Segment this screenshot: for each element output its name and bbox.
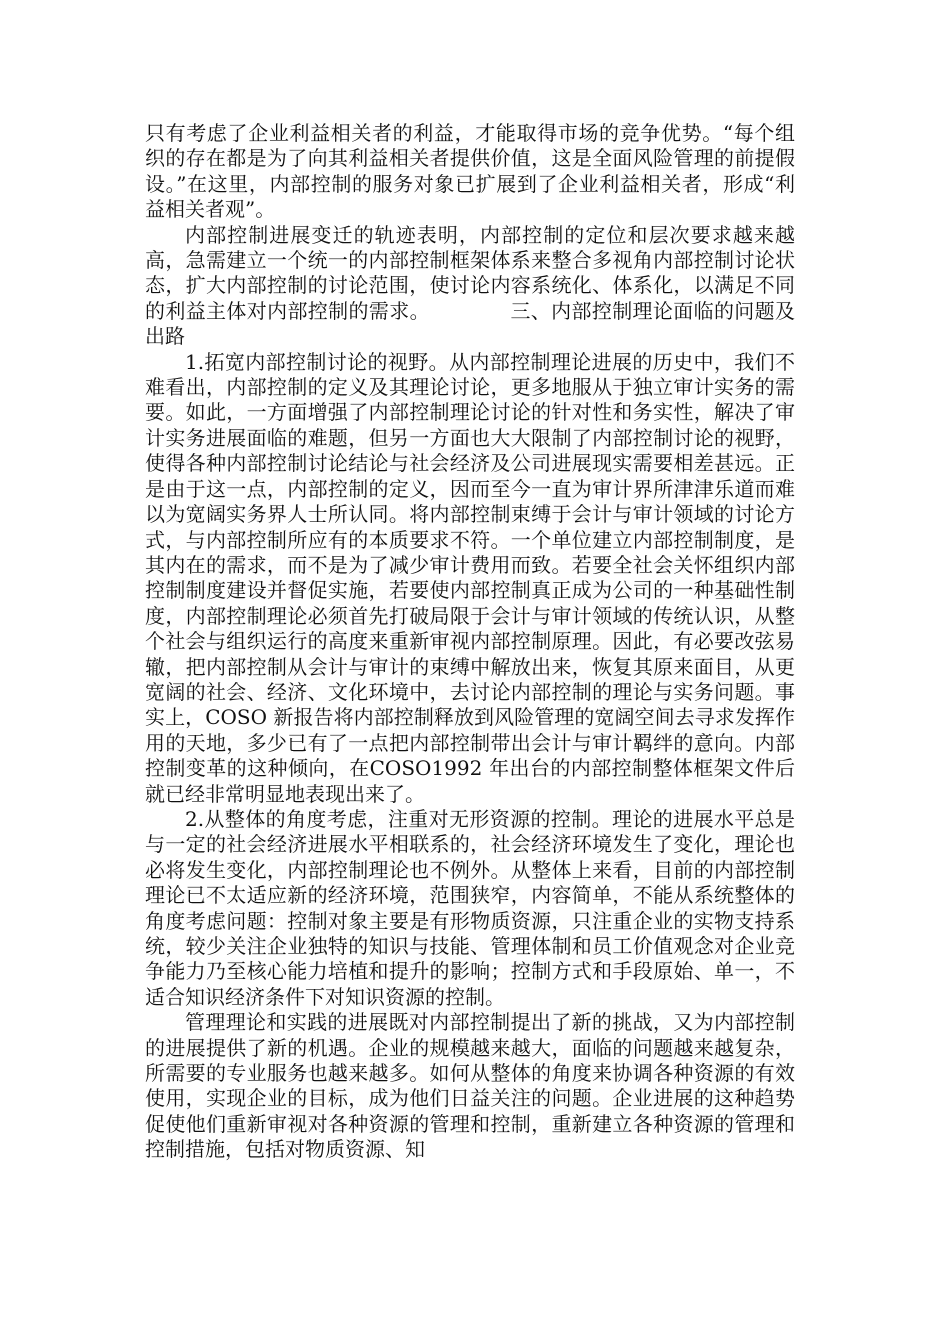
section-heading: 三、内部控制理论面临的问题及出路 bbox=[145, 298, 796, 349]
paragraph-evolution-text: 内部控制进展变迁的轨迹表明，内部控制的定位和层次要求越来越高，急需建立一个统一的内部控制框架体系来整合多视角内部控制讨论状态，扩大内部控制的讨论范围，使讨论内容系统化、体系化，以满足不同的利益主体对内部控制的需求。 bbox=[145, 222, 795, 323]
paragraph-management-theory: 管理理论和实践的进展既对内部控制提出了新的挑战，又为内部控制的进展提供了新的机遇。企业的规模越来越大，面临的问题越来越复杂，所需要的专业服务也越来越多。如何从整体的角度来协调各种资源的有效使用，实现企业的目标，成为他们日益关注的问题。企业进展的这种趋势促使他们重新审视对各种资源的管理和控制，重新建立各种资源的管理和控制措施，包括对物质资源、知 bbox=[145, 1010, 795, 1162]
paragraph-stakeholders: 只有考虑了企业利益相关者的利益，才能取得市场的竞争优势。“每个组织的存在都是为了向其利益相关者提供价值，这是全面风险管理的前提假设。”在这里，内部控制的服务对象已扩展到了企业利益相关者，形成“利益相关者观”。 bbox=[145, 121, 795, 222]
paragraph-point-2: 2.从整体的角度考虑，注重对无形资源的控制。理论的进展水平总是与一定的社会经济进展水平相联系的，社会经济环境发生了变化，理论也必将发生变化，内部控制理论也不例外。从整体上来看，目前的内部控制理论已不太适应新的经济环境，范围狭窄，内容简单，不能从系统整体的角度考虑问题：控制对象主要是有形物质资源，只注重企业的实物支持系统，较少关注企业独特的知识与技能、管理体制和员工价值观念对企业竞争能力乃至核心能力培植和提升的影响；控制方式和手段原始、单一，不适合知识经济条件下对知识资源的控制。 bbox=[145, 806, 795, 1009]
document-page bbox=[145, 121, 795, 1163]
paragraph-evolution bbox=[145, 223, 795, 350]
paragraph-point-1: 1.拓宽内部控制讨论的视野。从内部控制理论进展的历史中，我们不难看出，内部控制的定义及其理论讨论，更多地服从于独立审计实务的需要。如此，一方面增强了内部控制理论讨论的针对性和务实性，解决了审计实务进展面临的难题，但另一方面也大大限制了内部控制讨论的视野，使得各种内部控制讨论结论与社会经济及公司进展现实需要相差甚远。正是由于这一点，内部控制的定义，因而至今一直为审计界所津津乐道而难以为宽阔实务界人士所认同。将内部控制束缚于会计与审计领域的讨论方式，与内部控制所应有的本质要求不符。一个单位建立内部控制制度，是其内在的需求，而不是为了减少审计费用而致。若要全社会关怀组织内部控制制度建设并督促实施，若要使内部控制真正成为公司的一种基础性制度，内部控制理论必须首先打破局限于会计与审计领域的传统认识，从整个社会与组织运行的高度来重新审视内部控制原理。因此，有必要改弦易辙，把内部控制从会计与审计的束缚中解放出来，恢复其原来面目，从更宽阔的社会、经济、文化环境中，去讨论内部控制的理论与实务问题。事实上，COSO 新报告将内部控制释放到风险管理的宽阔空间去寻求发挥作用的天地，多少已有了一点把内部控制带出会计与审计羁绊的意向。内部控制变革的这种倾向，在COSO1992 年出台的内部控制整体框架文件后就已经非常明显地表现出来了。 bbox=[145, 349, 795, 806]
